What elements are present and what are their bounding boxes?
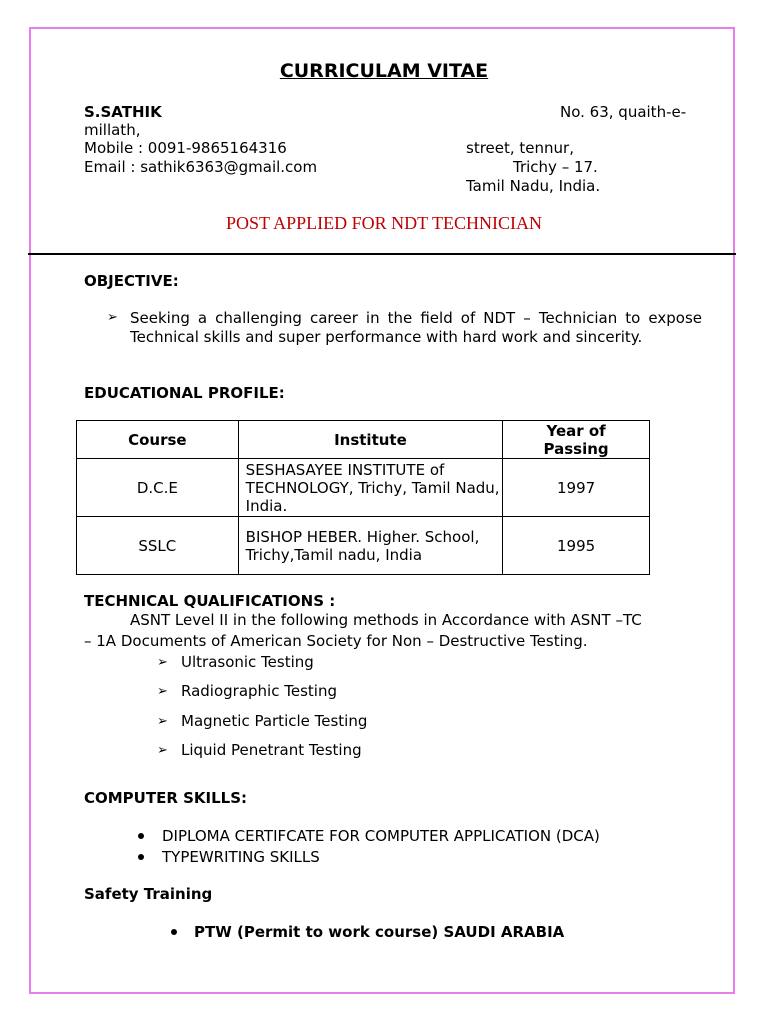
year-cell: 1995 xyxy=(503,517,650,575)
technical-text-line-2: – 1A Documents of American Society for Non – Destructive Testing. xyxy=(84,632,588,650)
address-line-1-wrap: millath, xyxy=(84,121,141,139)
address-line-1: No. 63, quaith-e- xyxy=(560,103,687,121)
year-cell: 1997 xyxy=(503,459,650,517)
computer-skill-item: DIPLOMA CERTIFCATE FOR COMPUTER APPLICATION (DCA) xyxy=(162,827,600,845)
education-table xyxy=(76,420,650,575)
column-header-institute: Institute xyxy=(238,421,503,459)
arrow-bullet-icon: ➢ xyxy=(157,684,168,699)
year-header-text: Year of Passing xyxy=(543,421,609,458)
address-line-3: Trichy – 17. xyxy=(513,158,598,176)
institute-cell: BISHOP HEBER. Higher. School, Trichy,Tamil nadu, India xyxy=(238,517,503,575)
education-heading: EDUCATIONAL PROFILE: xyxy=(84,384,285,402)
email-address: Email : sathik6363@gmail.com xyxy=(84,158,318,176)
safety-training-item: PTW (Permit to work course) SAUDI ARABIA xyxy=(194,923,565,941)
table-row xyxy=(77,517,650,575)
bullet-dot-icon xyxy=(171,929,177,935)
course-cell: D.C.E xyxy=(77,459,239,517)
header-divider xyxy=(28,253,736,255)
column-header-year xyxy=(503,421,650,459)
arrow-bullet-icon: ➢ xyxy=(157,714,168,729)
address-line-4: Tamil Nadu, India. xyxy=(466,177,601,195)
safety-training-heading: Safety Training xyxy=(84,885,213,903)
computer-skill-item: TYPEWRITING SKILLS xyxy=(162,848,320,866)
arrow-bullet-icon: ➢ xyxy=(107,310,118,325)
table-row xyxy=(77,459,650,517)
applicant-name: S.SATHIK xyxy=(84,103,162,121)
method-item: Ultrasonic Testing xyxy=(181,653,314,671)
table-header-row xyxy=(77,421,650,459)
document-title: CURRICULAM VITAE xyxy=(279,60,489,82)
computer-skills-heading: COMPUTER SKILLS: xyxy=(84,789,248,807)
objective-heading: OBJECTIVE: xyxy=(84,272,179,290)
arrow-bullet-icon: ➢ xyxy=(157,655,168,670)
post-applied: POST APPLIED FOR NDT TECHNICIAN xyxy=(225,213,543,233)
arrow-bullet-icon: ➢ xyxy=(157,743,168,758)
technical-text-line-1: ASNT Level II in the following methods in Accordance with ASNT –TC xyxy=(130,611,642,629)
method-item: Radiographic Testing xyxy=(181,682,337,700)
address-line-2: street, tennur, xyxy=(466,139,574,157)
institute-cell: SESHASAYEE INSTITUTE of TECHNOLOGY, Trichy, Tamil Nadu, India. xyxy=(238,459,503,517)
bullet-dot-icon xyxy=(138,854,144,860)
bullet-dot-icon xyxy=(138,833,144,839)
course-cell: SSLC xyxy=(77,517,239,575)
column-header-course: Course xyxy=(77,421,239,459)
objective-text: Seeking a challenging career in the field of NDT – Technician to expose Technical skills and super performance with hard work and sincerity. xyxy=(130,309,702,346)
method-item: Liquid Penetrant Testing xyxy=(181,741,362,759)
technical-heading: TECHNICAL QUALIFICATIONS : xyxy=(84,592,336,610)
mobile-number: Mobile : 0091-9865164316 xyxy=(84,139,287,157)
method-item: Magnetic Particle Testing xyxy=(181,712,368,730)
